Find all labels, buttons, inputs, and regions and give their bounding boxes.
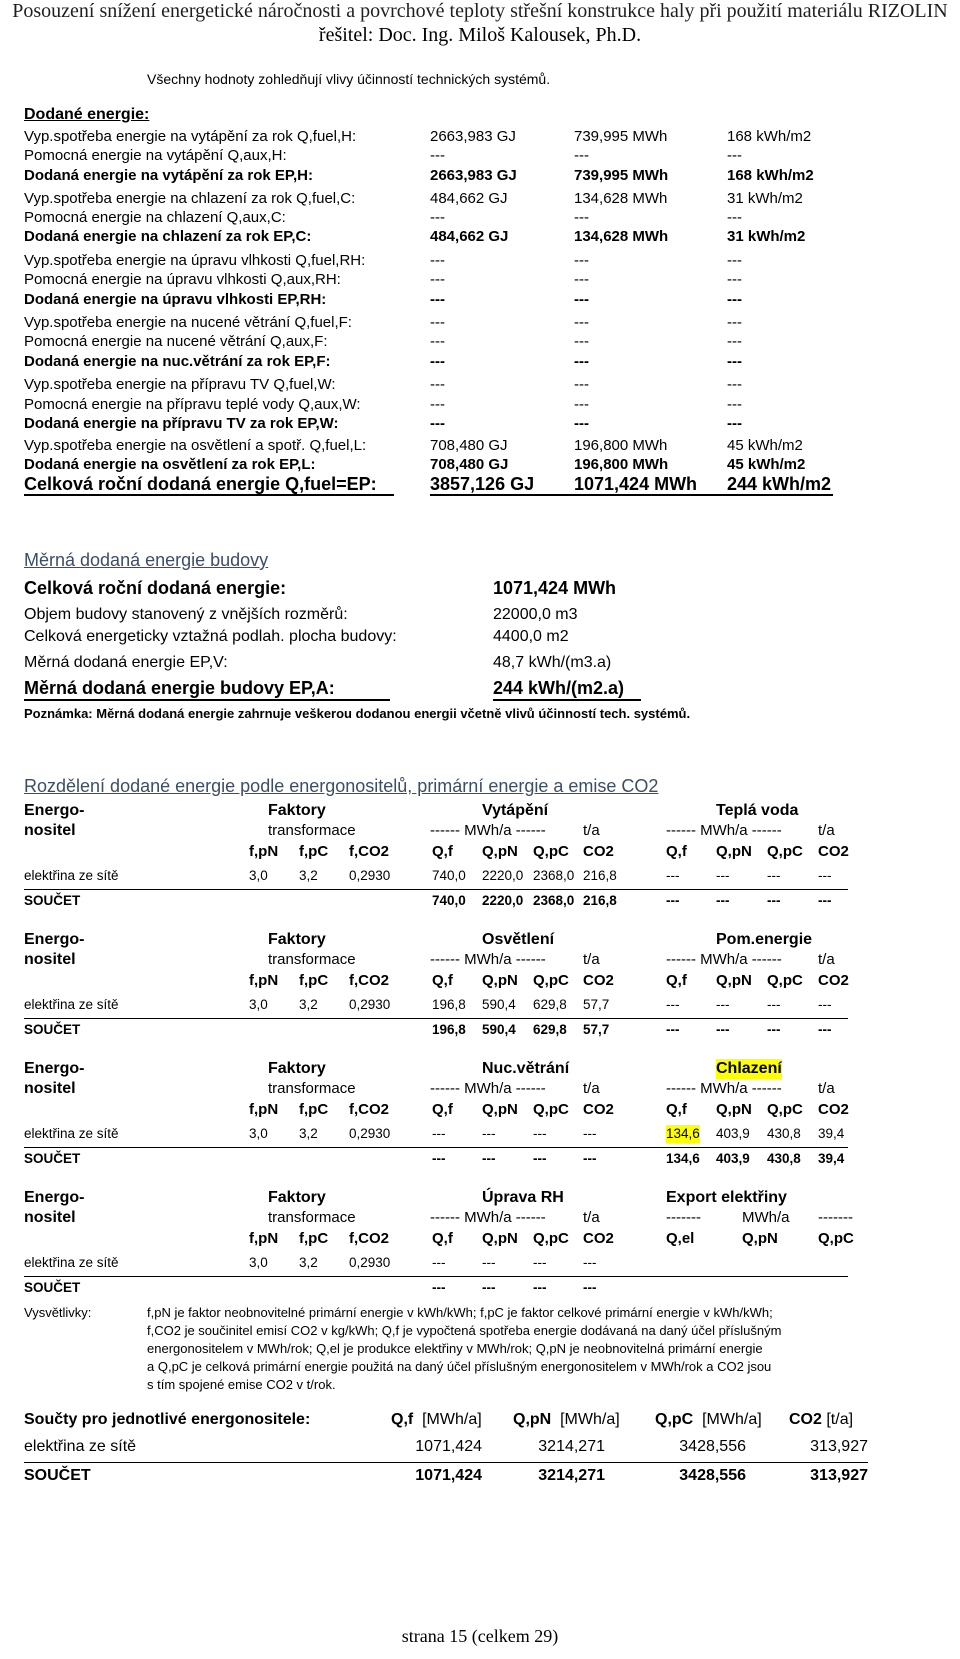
sums-header-qpn-name: Q,pN — [513, 1411, 552, 1428]
carrier-name: elektřina ze sítě — [24, 868, 119, 883]
area-value: 4400,0 m2 — [493, 628, 569, 645]
delivered-row-kwh: --- — [727, 252, 742, 269]
epv-label: Měrná dodaná energie EP,V: — [24, 654, 228, 671]
area-label: Celková energeticky vztažná podlah. plocha budovy: — [24, 628, 397, 645]
volume-value: 22000,0 m3 — [493, 606, 578, 623]
column-header: Q,pC — [818, 1230, 854, 1247]
left-purpose-title: Osvětlení — [482, 931, 555, 948]
row-value: 3,2 — [299, 1255, 318, 1270]
sum-value: 134,6 — [666, 1151, 700, 1166]
sum-value: --- — [666, 893, 680, 908]
row-value: --- — [432, 1126, 446, 1141]
page-number: strana 15 (celkem 29) — [401, 1626, 559, 1646]
volume-label: Objem budovy stanovený z vnějších rozměrů: — [24, 606, 348, 623]
nositel-label: nositel — [24, 822, 76, 839]
delivered-row-mwh: 739,995 MWh — [574, 128, 668, 145]
column-header: CO2 — [583, 972, 614, 989]
left-units-label: ------ MWh/a ------ — [430, 822, 546, 839]
sums-total-qpn: 3214,271 — [538, 1467, 605, 1484]
delivered-row-gj: --- — [430, 333, 445, 350]
delivered-row-label: Pomocná energie na přípravu teplé vody Q,aux,W: — [24, 396, 361, 413]
column-header: Q,f — [666, 972, 687, 989]
right-purpose-title: Teplá voda — [716, 802, 799, 819]
delivered-row-mwh: 196,800 MWh — [574, 437, 668, 454]
nositel-label: nositel — [24, 1080, 76, 1097]
row-value: 57,7 — [583, 997, 610, 1012]
delivered-row-label: Dodaná energie na chlazení za rok EP,C: — [24, 228, 312, 245]
delivered-row-label: Vyp.spotřeba energie na osvětlení a spotř. Q,fuel,L: — [24, 437, 367, 454]
delivered-row-mwh: 196,800 MWh — [574, 456, 669, 473]
sum-label: SOUČET — [24, 1280, 81, 1295]
delivered-row-gj: --- — [430, 209, 445, 226]
sums-header-qpc-name: Q,pC — [655, 1411, 694, 1428]
row-value: --- — [583, 1255, 597, 1270]
column-header: Q,pN — [716, 972, 752, 989]
sums-row-qpn: 3214,271 — [538, 1438, 605, 1455]
sums-header-qpc-unit: [MWh/a] — [702, 1411, 762, 1428]
sum-value: 403,9 — [716, 1151, 750, 1166]
delivered-row-label: Dodaná energie na přípravu TV za rok EP,W: — [24, 415, 339, 432]
delivered-row-kwh: 45 kWh/m2 — [727, 456, 806, 473]
column-header: f,pC — [299, 843, 329, 860]
epa-label: Měrná dodaná energie budovy EP,A: — [24, 678, 335, 698]
sum-label: SOUČET — [24, 893, 81, 908]
delivered-row-kwh: --- — [727, 376, 742, 393]
sum-value: --- — [482, 1151, 496, 1166]
row-value: 629,8 — [533, 997, 567, 1012]
sum-value: --- — [533, 1280, 547, 1295]
column-header: Q,pC — [533, 1230, 569, 1247]
sum-value: 57,7 — [583, 1022, 610, 1037]
delivered-row-label: Pomocná energie na nucené větrání Q,aux,F: — [24, 333, 328, 350]
row-value: 0,2930 — [349, 997, 391, 1012]
sum-value: --- — [533, 1151, 547, 1166]
right-units-dash-left: ------- — [666, 1209, 701, 1226]
column-header: Q,f — [432, 843, 453, 860]
row-value: 3,2 — [299, 1126, 318, 1141]
delivered-row-mwh: --- — [574, 415, 589, 432]
delivered-row-label: Pomocná energie na chlazení Q,aux,C: — [24, 209, 286, 226]
delivered-row-kwh: --- — [727, 396, 742, 413]
energo-label: Energo- — [24, 931, 85, 948]
column-header: Q,pC — [533, 1101, 569, 1118]
sum-label: SOUČET — [24, 1151, 81, 1166]
right-units-label: MWh/a — [742, 1209, 790, 1226]
faktory-label: Faktory — [268, 802, 326, 819]
sum-value: --- — [767, 1022, 781, 1037]
row-value: --- — [818, 997, 832, 1012]
right-units-label: ------ MWh/a ------ — [666, 822, 782, 839]
delivered-row-gj: 708,480 GJ — [430, 437, 508, 454]
right-units-label: ------ MWh/a ------ — [666, 951, 782, 968]
row-value: --- — [482, 1126, 496, 1141]
sum-value: 629,8 — [533, 1022, 567, 1037]
nositel-label: nositel — [24, 1209, 76, 1226]
delivered-row-gj: 2663,983 GJ — [430, 128, 516, 145]
right-ta-label: t/a — [818, 951, 835, 968]
right-ta-label: t/a — [818, 1080, 835, 1097]
specific-energy-heading: Měrná dodaná energie budovy — [24, 550, 269, 570]
delivered-row-label: Vyp.spotřeba energie na přípravu TV Q,fuel,W: — [24, 376, 336, 393]
left-units-label: ------ MWh/a ------ — [430, 1209, 546, 1226]
sums-row-qf: 1071,424 — [415, 1438, 482, 1455]
column-header: Q,f — [666, 843, 687, 860]
delivered-row-mwh: --- — [574, 271, 589, 288]
column-header: Q,pC — [533, 843, 569, 860]
row-value: --- — [533, 1255, 547, 1270]
left-units-label: ------ MWh/a ------ — [430, 1080, 546, 1097]
sum-value: --- — [432, 1280, 446, 1295]
sums-row-label: elektřina ze sítě — [24, 1438, 137, 1455]
left-purpose-title: Vytápění — [482, 802, 549, 819]
sum-value: --- — [583, 1280, 597, 1295]
left-purpose-title: Nuc.větrání — [482, 1060, 570, 1077]
sums-heading: Součty pro jednotlivé energonositele: — [24, 1411, 311, 1428]
left-ta-label: t/a — [583, 1080, 600, 1097]
delivered-row-gj: 2663,983 GJ — [430, 167, 517, 184]
delivered-row-label: Dodaná energie na úpravu vlhkosti EP,RH: — [24, 291, 327, 308]
column-header: Q,f — [432, 1101, 453, 1118]
delivered-row-gj: --- — [430, 147, 445, 164]
column-header: Q,pC — [533, 972, 569, 989]
energo-label: Energo- — [24, 802, 85, 819]
row-value: 3,2 — [299, 997, 318, 1012]
row-value: 39,4 — [818, 1126, 845, 1141]
delivered-row-mwh: --- — [574, 314, 589, 331]
column-header: f,pN — [249, 1230, 279, 1247]
column-header: Q,pN — [716, 1101, 752, 1118]
row-value: 2220,0 — [482, 868, 524, 883]
delivered-row-kwh: --- — [727, 333, 742, 350]
right-units-label: ------ MWh/a ------ — [666, 1080, 782, 1097]
sum-value: --- — [432, 1151, 446, 1166]
column-header: CO2 — [818, 1101, 849, 1118]
transformace-label: transformace — [268, 822, 356, 839]
delivered-total-mwh: 1071,424 MWh — [574, 474, 698, 494]
column-header: Q,pN — [742, 1230, 778, 1247]
epa-underline-right — [493, 699, 641, 701]
sums-header-qf — [391, 1410, 482, 1430]
sum-value: --- — [583, 1151, 597, 1166]
carrier-name: elektřina ze sítě — [24, 1255, 119, 1270]
row-value: 134,6 — [666, 1126, 700, 1141]
sums-header-qf-name: Q,f — [391, 1411, 414, 1428]
delivered-row-kwh: 31 kWh/m2 — [727, 228, 806, 245]
carrier-name: elektřina ze sítě — [24, 997, 119, 1012]
delivered-row-mwh: --- — [574, 291, 589, 308]
row-value: --- — [767, 868, 781, 883]
document-title: Posouzení snížení energetické náročnosti a povrchové teploty střešní konstrukce haly při použití materiálu RIZOLIN — [12, 0, 948, 22]
row-value: 3,0 — [249, 1255, 268, 1270]
sum-value: 740,0 — [432, 893, 466, 908]
delivered-row-kwh: 31 kWh/m2 — [727, 190, 803, 207]
delivered-row-mwh: --- — [574, 209, 589, 226]
row-value: --- — [432, 1255, 446, 1270]
delivered-row-label: Vyp.spotřeba energie na úpravu vlhkosti Q,fuel,RH: — [24, 252, 366, 269]
sums-total-label: SOUČET — [24, 1467, 91, 1484]
sum-value: 2220,0 — [482, 893, 524, 908]
legend-line: energonositelem v MWh/rok; Q,el je produkce elektřiny v MWh/rok; Q,pN je neobnovitelná primární energie — [147, 1341, 763, 1356]
carrier-name: elektřina ze sítě — [24, 1126, 119, 1141]
sums-header-co2-unit: [t/a] — [826, 1411, 854, 1428]
sum-value: 590,4 — [482, 1022, 516, 1037]
epa-value: 244 kWh/(m2.a) — [493, 678, 625, 698]
right-units-dash-right: ------- — [818, 1209, 853, 1226]
row-value: --- — [583, 1126, 597, 1141]
faktory-label: Faktory — [268, 1189, 326, 1206]
delivered-row-mwh: 134,628 MWh — [574, 228, 669, 245]
column-header: Q,pN — [482, 972, 518, 989]
sum-value: 196,8 — [432, 1022, 466, 1037]
column-header: CO2 — [818, 972, 849, 989]
delivered-row-kwh: --- — [727, 291, 742, 308]
specific-energy-note: Poznámka: Měrná dodaná energie zahrnuje veškerou dodanou energii včetně vlivů účinností tech. systémů. — [24, 706, 691, 721]
sums-header-qpn — [513, 1410, 620, 1430]
row-value: 3,0 — [249, 868, 268, 883]
document-author: řešitel: Doc. Ing. Miloš Kalousek, Ph.D. — [318, 24, 642, 46]
column-header: f,pC — [299, 1230, 329, 1247]
delivered-total-underline-2 — [430, 494, 833, 496]
row-value: --- — [716, 997, 730, 1012]
column-header: CO2 — [818, 843, 849, 860]
column-header: f,pN — [249, 1101, 279, 1118]
column-header: Q,pN — [482, 1101, 518, 1118]
delivered-row-gj: 484,662 GJ — [430, 190, 508, 207]
legend-line: s tím spojené emise CO2 v t/rok. — [147, 1377, 336, 1392]
sums-row-co2: 313,927 — [810, 1438, 868, 1455]
delivered-row-gj: --- — [430, 252, 445, 269]
delivered-row-mwh: --- — [574, 376, 589, 393]
sum-value: --- — [482, 1280, 496, 1295]
right-purpose-title: Export elektřiny — [666, 1189, 787, 1206]
row-value: 590,4 — [482, 997, 516, 1012]
delivered-total-underline-1 — [24, 494, 394, 496]
sums-divider — [24, 1462, 868, 1463]
delivered-row-kwh: --- — [727, 271, 742, 288]
column-header: Q,f — [666, 1101, 687, 1118]
delivered-total-gj: 3857,126 GJ — [430, 474, 535, 494]
left-units-label: ------ MWh/a ------ — [430, 951, 546, 968]
faktory-label: Faktory — [268, 1060, 326, 1077]
efficiency-note: Všechny hodnoty zohledňují vlivy účinností technických systémů. — [147, 71, 551, 87]
sum-label: SOUČET — [24, 1022, 81, 1037]
delivered-row-label: Vyp.spotřeba energie na chlazení za rok Q,fuel,C: — [24, 190, 356, 207]
delivered-energy-heading: Dodané energie: — [24, 106, 150, 123]
sums-total-co2: 313,927 — [810, 1467, 868, 1484]
row-value: 0,2930 — [349, 1255, 391, 1270]
right-ta-label: t/a — [818, 822, 835, 839]
row-value: --- — [666, 868, 680, 883]
energo-label: Energo- — [24, 1189, 85, 1206]
column-header: f,CO2 — [349, 843, 390, 860]
sum-value: --- — [818, 893, 832, 908]
right-purpose-title: Pom.energie — [716, 931, 813, 948]
nositel-label: nositel — [24, 951, 76, 968]
row-value: 0,2930 — [349, 868, 391, 883]
total-annual-label: Celková roční dodaná energie: — [24, 578, 287, 598]
row-value: 430,8 — [767, 1126, 801, 1141]
delivered-row-label: Vyp.spotřeba energie na nucené větrání Q,fuel,F: — [24, 314, 352, 331]
delivered-row-mwh: --- — [574, 396, 589, 413]
right-purpose-title: Chlazení — [716, 1060, 782, 1077]
delivered-row-kwh: 45 kWh/m2 — [727, 437, 803, 454]
row-value: --- — [666, 997, 680, 1012]
row-value: 403,9 — [716, 1126, 750, 1141]
column-header: Q,pN — [482, 843, 518, 860]
delivered-row-mwh: --- — [574, 333, 589, 350]
column-header: Q,el — [666, 1230, 695, 1247]
legend-line: f,CO2 je součinitel emisí CO2 v kg/kWh; Q,f je vypočtená spotřeba energie dodávaná na daný účel příslušným — [147, 1323, 782, 1338]
row-value: 3,2 — [299, 868, 318, 883]
row-value: --- — [716, 868, 730, 883]
column-header: Q,f — [432, 972, 453, 989]
row-value: --- — [818, 868, 832, 883]
delivered-row-mwh: --- — [574, 252, 589, 269]
column-header: CO2 — [583, 1230, 614, 1247]
sums-row-qpc: 3428,556 — [679, 1438, 746, 1455]
left-purpose-title: Úprava RH — [482, 1189, 564, 1206]
row-value: 3,0 — [249, 1126, 268, 1141]
left-ta-label: t/a — [583, 822, 600, 839]
delivered-row-label: Dodaná energie na osvětlení za rok EP,L: — [24, 456, 316, 473]
sum-value: --- — [716, 893, 730, 908]
row-value: --- — [767, 997, 781, 1012]
sum-value: 430,8 — [767, 1151, 801, 1166]
sum-value: --- — [818, 1022, 832, 1037]
legend-line: f,pN je faktor neobnovitelné primární energie v kWh/kWh; f,pC je faktor celkové primární energie v kWh/kWh; — [147, 1305, 773, 1320]
epa-underline-left — [24, 699, 390, 701]
delivered-row-kwh: 168 kWh/m2 — [727, 167, 814, 184]
column-header: f,pN — [249, 972, 279, 989]
epv-value: 48,7 kWh/(m3.a) — [493, 654, 612, 671]
delivered-row-label: Vyp.spotřeba energie na vytápění za rok Q,fuel,H: — [24, 128, 357, 145]
delivered-total-label: Celková roční dodaná energie Q,fuel=EP: — [24, 474, 377, 494]
delivered-row-gj: --- — [430, 376, 445, 393]
delivered-row-kwh: --- — [727, 353, 742, 370]
block-divider — [24, 1276, 848, 1277]
sums-header-co2-name: CO2 — [789, 1411, 822, 1428]
delivered-row-gj: --- — [430, 271, 445, 288]
delivered-total-kwh: 244 kWh/m2 — [727, 474, 832, 494]
row-value: 3,0 — [249, 997, 268, 1012]
sum-value: 216,8 — [583, 893, 617, 908]
row-value: --- — [533, 1126, 547, 1141]
left-ta-label: t/a — [583, 1209, 600, 1226]
delivered-row-label: Dodaná energie na vytápění za rok EP,H: — [24, 167, 313, 184]
block-divider — [24, 889, 848, 890]
legend-line: a Q,pC je celková primární energie použitá na daný účel příslušným energonositelem v MWh/rok a CO2 jsou — [147, 1359, 772, 1374]
column-header: Q,pN — [482, 1230, 518, 1247]
row-value: 740,0 — [432, 868, 466, 883]
delivered-row-label: Pomocná energie na vytápění Q,aux,H: — [24, 147, 287, 164]
distribution-heading: Rozdělení dodané energie podle energonositelů, primární energie a emise CO2 — [24, 776, 659, 796]
sums-header-qpn-unit: [MWh/a] — [560, 1411, 620, 1428]
column-header: f,CO2 — [349, 1230, 390, 1247]
sums-header-qf-unit: [MWh/a] — [422, 1411, 482, 1428]
transformace-label: transformace — [268, 1209, 356, 1226]
delivered-row-gj: --- — [430, 291, 445, 308]
block-divider — [24, 1147, 848, 1148]
delivered-row-gj: --- — [430, 415, 445, 432]
faktory-label: Faktory — [268, 931, 326, 948]
total-annual-value: 1071,424 MWh — [493, 578, 617, 598]
delivered-row-label: Dodaná energie na nuc.větrání za rok EP,F: — [24, 353, 331, 370]
sum-value: 2368,0 — [533, 893, 575, 908]
row-value: 216,8 — [583, 868, 617, 883]
sums-header-qpc — [655, 1410, 762, 1430]
column-header: f,pC — [299, 972, 329, 989]
delivered-row-kwh: --- — [727, 415, 742, 432]
energo-label: Energo- — [24, 1060, 85, 1077]
delivered-row-gj: --- — [430, 396, 445, 413]
delivered-row-mwh: --- — [574, 147, 589, 164]
delivered-row-kwh: --- — [727, 314, 742, 331]
column-header: CO2 — [583, 1101, 614, 1118]
delivered-row-gj: --- — [430, 353, 445, 370]
sum-value: --- — [767, 893, 781, 908]
delivered-row-kwh: --- — [727, 209, 742, 226]
sums-total-qpc: 3428,556 — [679, 1467, 746, 1484]
delivered-row-mwh: 739,995 MWh — [574, 167, 669, 184]
delivered-row-kwh: --- — [727, 147, 742, 164]
delivered-row-mwh: 134,628 MWh — [574, 190, 668, 207]
delivered-row-mwh: --- — [574, 353, 589, 370]
sum-value: --- — [666, 1022, 680, 1037]
column-header: Q,pC — [767, 1101, 803, 1118]
row-value: --- — [482, 1255, 496, 1270]
delivered-row-kwh: 168 kWh/m2 — [727, 128, 812, 145]
column-header: f,pN — [249, 843, 279, 860]
sum-value: 39,4 — [818, 1151, 845, 1166]
delivered-row-label: Pomocná energie na úpravu vlhkosti Q,aux,RH: — [24, 271, 341, 288]
column-header: Q,pN — [716, 843, 752, 860]
row-value: 2368,0 — [533, 868, 575, 883]
block-divider — [24, 1018, 848, 1019]
delivered-row-gj: 708,480 GJ — [430, 456, 509, 473]
column-header: CO2 — [583, 843, 614, 860]
column-header: Q,pC — [767, 972, 803, 989]
column-header: f,CO2 — [349, 1101, 390, 1118]
column-header: f,CO2 — [349, 972, 390, 989]
sums-header-co2 — [789, 1410, 853, 1430]
column-header: Q,f — [432, 1230, 453, 1247]
row-value: 0,2930 — [349, 1126, 391, 1141]
transformace-label: transformace — [268, 951, 356, 968]
delivered-row-gj: --- — [430, 314, 445, 331]
sums-total-qf: 1071,424 — [415, 1467, 482, 1484]
sum-value: --- — [716, 1022, 730, 1037]
transformace-label: transformace — [268, 1080, 356, 1097]
delivered-row-gj: 484,662 GJ — [430, 228, 509, 245]
column-header: f,pC — [299, 1101, 329, 1118]
row-value: 196,8 — [432, 997, 466, 1012]
column-header: Q,pC — [767, 843, 803, 860]
left-ta-label: t/a — [583, 951, 600, 968]
legend-label: Vysvětlivky: — [24, 1305, 92, 1320]
